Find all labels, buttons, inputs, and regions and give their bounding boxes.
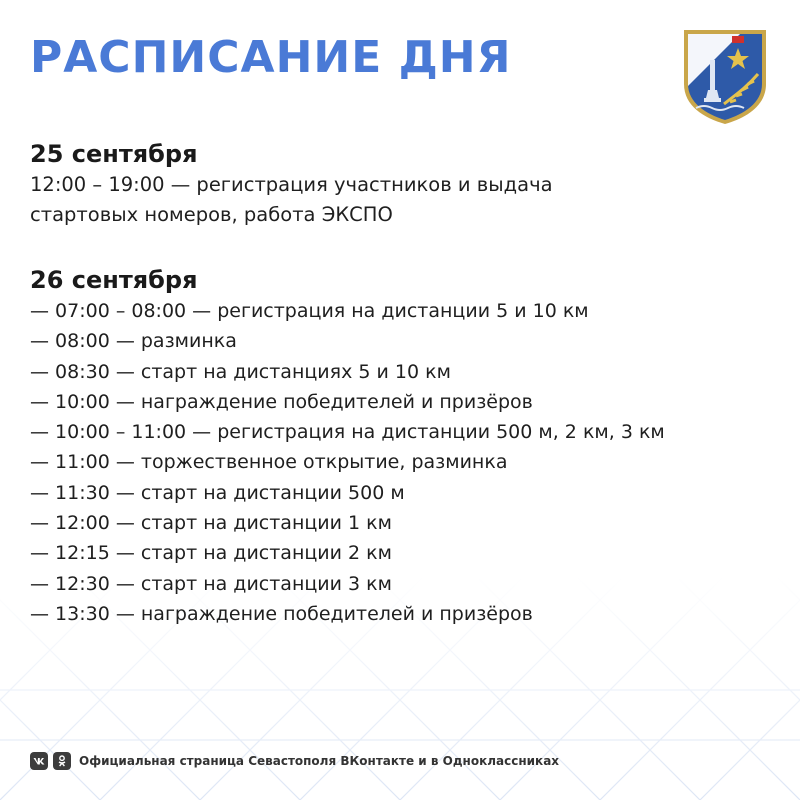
schedule-line: 12:00 – 19:00 — регистрация участников и выдача	[30, 173, 553, 196]
page-title: РАСПИСАНИЕ ДНЯ	[30, 32, 512, 83]
schedule-line: — 10:00 – 11:00 — регистрация на дистанции 500 м, 2 км, 3 км	[30, 421, 665, 444]
schedule-line: — 11:30 — старт на дистанции 500 м	[30, 481, 405, 504]
schedule-line: — 08:00 — разминка	[30, 330, 237, 353]
schedule-line: — 12:00 — старт на дистанции 1 км	[30, 512, 392, 535]
schedule-line: стартовых номеров, работа ЭКСПО	[30, 203, 393, 226]
day-heading: 26 сентября	[30, 266, 198, 294]
schedule-line: — 08:30 — старт на дистанциях 5 и 10 км	[30, 360, 451, 383]
schedule-line: — 10:00 — награждение победителей и призёров	[30, 390, 533, 413]
day-26-september	[30, 264, 665, 629]
footer	[30, 750, 559, 772]
footer-text: Официальная страница Севастополя ВКонтакте и в Одноклассниках	[79, 754, 560, 768]
day-heading: 25 сентября	[30, 140, 198, 168]
vk-icon[interactable]	[30, 752, 48, 770]
schedule-line: — 11:00 — торжественное открытие, разминка	[30, 451, 508, 474]
sevastopol-coat-of-arms-icon	[680, 26, 770, 126]
day-25-september	[30, 138, 553, 230]
schedule-line: — 13:30 — награждение победителей и призёров	[30, 602, 533, 625]
schedule-line: — 07:00 – 08:00 — регистрация на дистанции 5 и 10 км	[30, 300, 589, 322]
schedule-line: — 12:30 — старт на дистанции 3 км	[30, 572, 392, 595]
schedule-line: — 12:15 — старт на дистанции 2 км	[30, 542, 392, 565]
odnoklassniki-icon[interactable]	[53, 752, 71, 770]
